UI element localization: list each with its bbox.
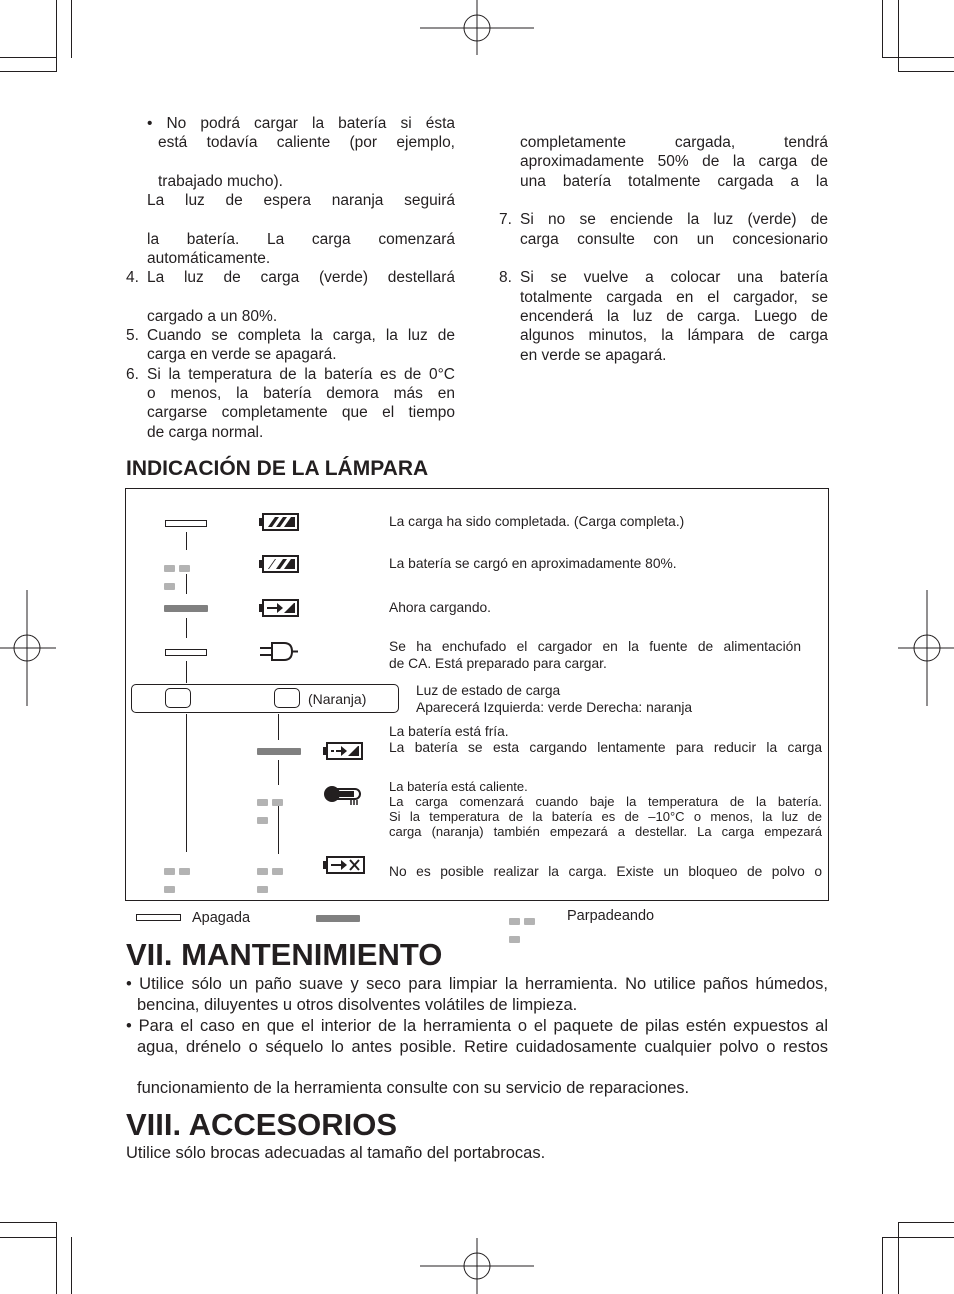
maintenance-text: • Utilice sólo un paño suave y seco para limpiar la herramienta. No utilice paños húmedos, xyxy=(126,975,828,993)
item-8-text: en verde se apagará. xyxy=(520,347,667,364)
lamp-row-text: La carga ha sido completada. (Carga completa.) xyxy=(389,514,685,529)
item-8-text: algunos minutos, la lámpara de carga xyxy=(520,327,828,344)
registration-mark-bottom xyxy=(420,1238,534,1294)
cont-line: aproximadamente 50% de la carga de xyxy=(520,153,828,170)
legend-off-label: Apagada xyxy=(192,910,251,926)
item-8-text: encenderá la luz de carga. Luego de xyxy=(520,308,828,325)
lamp-blink-indicator xyxy=(257,793,301,800)
lamp-row-text: Aparecerá Izquierda: verde Derecha: naranja xyxy=(416,700,693,715)
section-title-maintenance: VII. MANTENIMIENTO xyxy=(126,937,443,972)
item-number: 4. xyxy=(126,269,139,286)
item-8-text: totalmente cargada en el cargador, se xyxy=(520,289,828,306)
lamp-blink-indicator xyxy=(257,862,301,869)
battery-full-icon xyxy=(258,512,300,532)
wait-line: automáticamente. xyxy=(147,250,271,267)
plug-icon xyxy=(258,640,300,664)
maintenance-text: • Para el caso en que el interior de la herramienta o el paquete de pilas estén expuestos al xyxy=(126,1017,828,1035)
registration-mark-left xyxy=(0,590,56,706)
battery-cold-icon xyxy=(322,741,364,761)
lamp-row-text: La batería está fría. xyxy=(389,724,509,739)
connector-line xyxy=(186,618,187,638)
connector-line xyxy=(278,760,279,785)
item-number: 7. xyxy=(499,211,512,228)
lamp-row-text: La batería se esta cargando lentamente para reducir la carga xyxy=(389,740,822,755)
item-number: 6. xyxy=(126,366,139,383)
battery-80-icon xyxy=(258,554,300,574)
lamp-row-text: Ahora cargando. xyxy=(389,600,492,615)
connector-line xyxy=(186,661,187,683)
item-4-text: cargado a un 80%. xyxy=(147,308,278,325)
item-6-text: de carga normal. xyxy=(147,424,264,441)
bullet-line: trabajado mucho). xyxy=(158,173,283,190)
connector-line xyxy=(278,714,279,740)
connector-line xyxy=(186,714,187,852)
item-4-text: La luz de carga (verde) destellará xyxy=(147,269,455,286)
maintenance-text: funcionamiento de la herramienta consulte con su servicio de reparaciones. xyxy=(137,1079,690,1097)
item-5-text: carga en verde se apagará. xyxy=(147,346,337,363)
cont-line: una batería totalmente cargada a la xyxy=(520,173,828,190)
lamp-row-text: La batería está caliente. xyxy=(389,779,528,794)
lamp-row-text: Se ha enchufado el cargador en la fuente de alimentación xyxy=(389,639,801,654)
connector-line xyxy=(186,532,187,550)
accessories-text: Utilice sólo brocas adecuadas al tamaño del portabrocas. xyxy=(126,1144,546,1162)
wait-line: la batería. La carga comenzará xyxy=(147,231,455,248)
battery-charging-icon xyxy=(258,598,300,618)
lamp-row-text: Si la temperatura de la batería es de –10°C o menos, la luz de xyxy=(389,809,822,824)
lamp-on-indicator xyxy=(164,605,208,612)
legend-blink-label: Parpadeando xyxy=(567,908,655,924)
lamp-row-text: de CA. Está preparado para cargar. xyxy=(389,656,607,671)
item-6-text: Si la temperatura de la batería es de 0°C xyxy=(147,366,455,383)
legend-off-swatch xyxy=(136,914,181,921)
item-8-text: Si se vuelve a colocar una batería xyxy=(520,269,828,286)
wait-line: La luz de espera naranja seguirá xyxy=(147,192,455,209)
connector-line xyxy=(278,806,279,854)
item-7-text: carga consulte con un concesionario xyxy=(520,231,828,248)
item-6-text: o menos, la batería demora más en xyxy=(147,385,455,402)
legend-on-swatch xyxy=(316,915,360,922)
lamp-row-text: No es posible realizar la carga. Existe un bloqueo de polvo o xyxy=(389,864,822,879)
connector-line xyxy=(186,574,187,594)
bullet-line: • No podrá cargar la batería si ésta xyxy=(147,115,455,132)
lamp-blink-indicator xyxy=(164,862,208,869)
battery-error-icon xyxy=(322,855,366,875)
maintenance-text: agua, drénelo o séquelo lo antes posible. Retire cuidadosamente cualquier polvo o restos xyxy=(137,1038,828,1056)
item-5-text: Cuando se completa la carga, la luz de xyxy=(147,327,455,344)
lamp-row-text: carga (naranja) también empezará a destellar. La carga empezará xyxy=(389,824,822,839)
lamp-row-text: La carga comenzará cuando baje la temperatura de la batería. xyxy=(389,794,822,809)
bullet-line: está todavía caliente (por ejemplo, xyxy=(158,134,455,151)
registration-mark-right xyxy=(898,590,954,706)
lamp-heading: INDICACIÓN DE LA LÁMPARA xyxy=(126,457,429,480)
lamp-on-indicator xyxy=(257,748,301,755)
item-number: 8. xyxy=(499,269,512,286)
cont-line: completamente cargada, tendrá xyxy=(520,134,828,151)
lamp-off-indicator xyxy=(165,520,207,527)
naranja-label: (Naranja) xyxy=(308,691,367,707)
item-number: 5. xyxy=(126,327,139,344)
lamp-row-text: La batería se cargó en aproximadamente 80%. xyxy=(389,556,677,571)
maintenance-text: bencina, diluyentes u otros disolventes volátiles de limpieza. xyxy=(137,996,578,1014)
legend-blink-swatch xyxy=(509,912,553,919)
orange-lamp xyxy=(274,688,300,708)
section-title-accessories: VIII. ACCESORIOS xyxy=(126,1107,398,1142)
lamp-row-text: Luz de estado de carga xyxy=(416,683,561,698)
item-7-text: Si no se enciende la luz (verde) de xyxy=(520,211,828,228)
thermometer-icon xyxy=(322,783,364,807)
lamp-off-indicator xyxy=(165,649,207,656)
item-6-text: cargarse completamente que el tiempo xyxy=(147,404,455,421)
registration-mark-top xyxy=(420,0,534,60)
green-lamp xyxy=(165,688,191,708)
lamp-blink-indicator xyxy=(164,559,208,566)
